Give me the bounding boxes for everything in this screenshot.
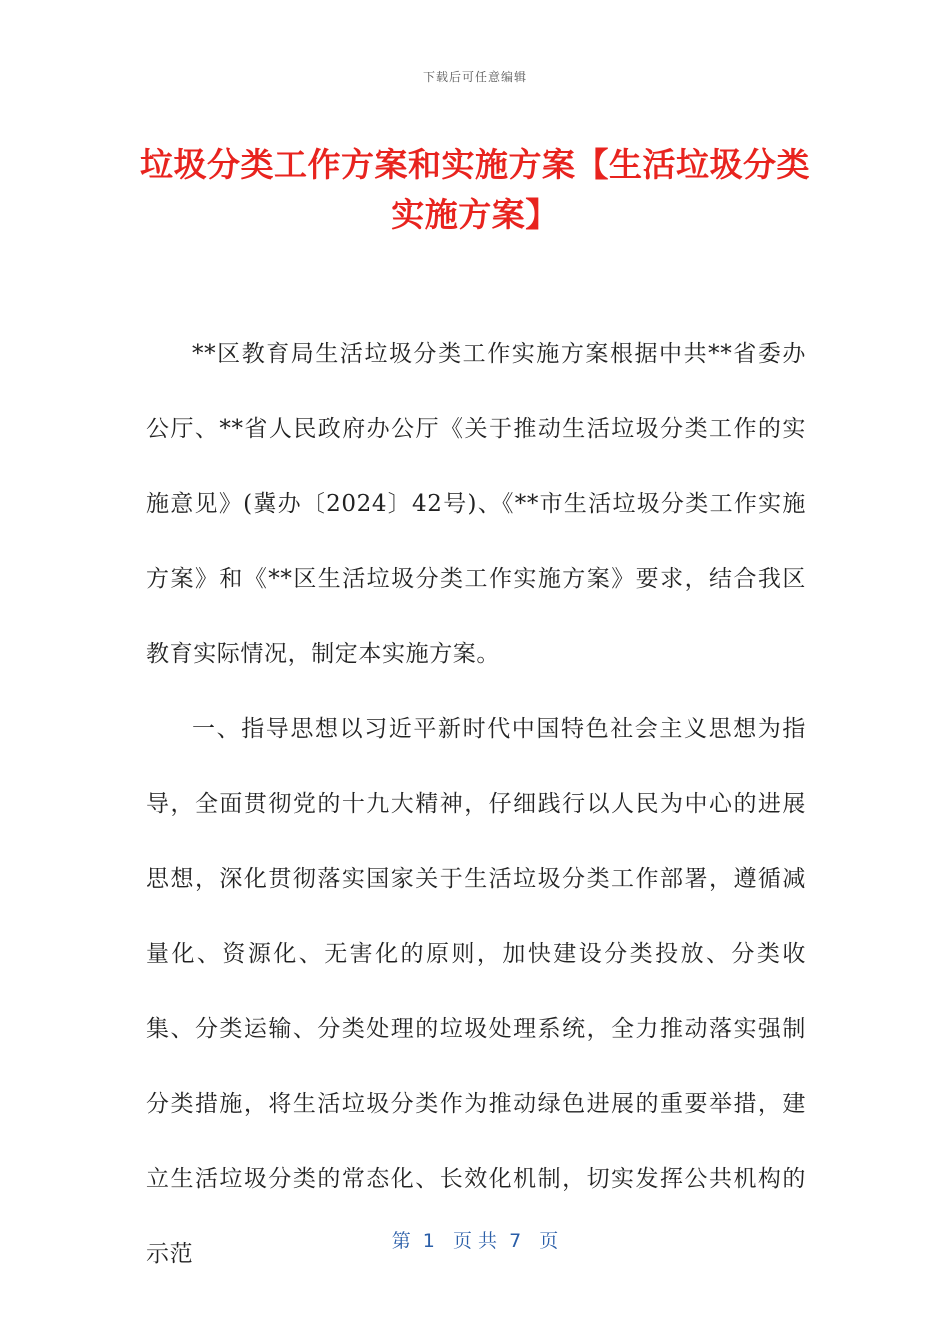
body-paragraph: 一、指导思想以习近平新时代中国特色社会主义思想为指导，全面贯彻党的十九大精神，仔细践行以人民为中心的进展思想，深化贯彻落实国家关于生活垃圾分类工作部署，遵循减量化、资源化、无害化的原则，加快建设分类投放、分类收集、分类运输、分类处理的垃圾处理系统，全力推动落实强制分类措施，将生活垃圾分类作为推动绿色进展的重要举措，建立生活垃圾分类的常态化、长效化机制，切实发挥公共机构的示范 — [146, 716, 806, 1267]
page-number-footer: 第 1 页 共 7 页 — [391, 1230, 559, 1252]
body-paragraph: **区教育局生活垃圾分类工作实施方案根据中共**省委办公厅、**省人民政府办公厅《关于推动生活垃圾分类工作的实施意见》(冀办〔2024〕42号)、《**市生活垃圾分类工作实施方案》和《**区生活垃圾分类工作实施方案》要求，结合我区教育实际情况，制定本实施方案。 — [146, 341, 806, 667]
document-title: 垃圾分类工作方案和实施方案【生活垃圾分类实施方案】 — [140, 145, 810, 234]
header-note: 下载后可任意编辑 — [422, 70, 527, 84]
document-body — [146, 317, 806, 1292]
